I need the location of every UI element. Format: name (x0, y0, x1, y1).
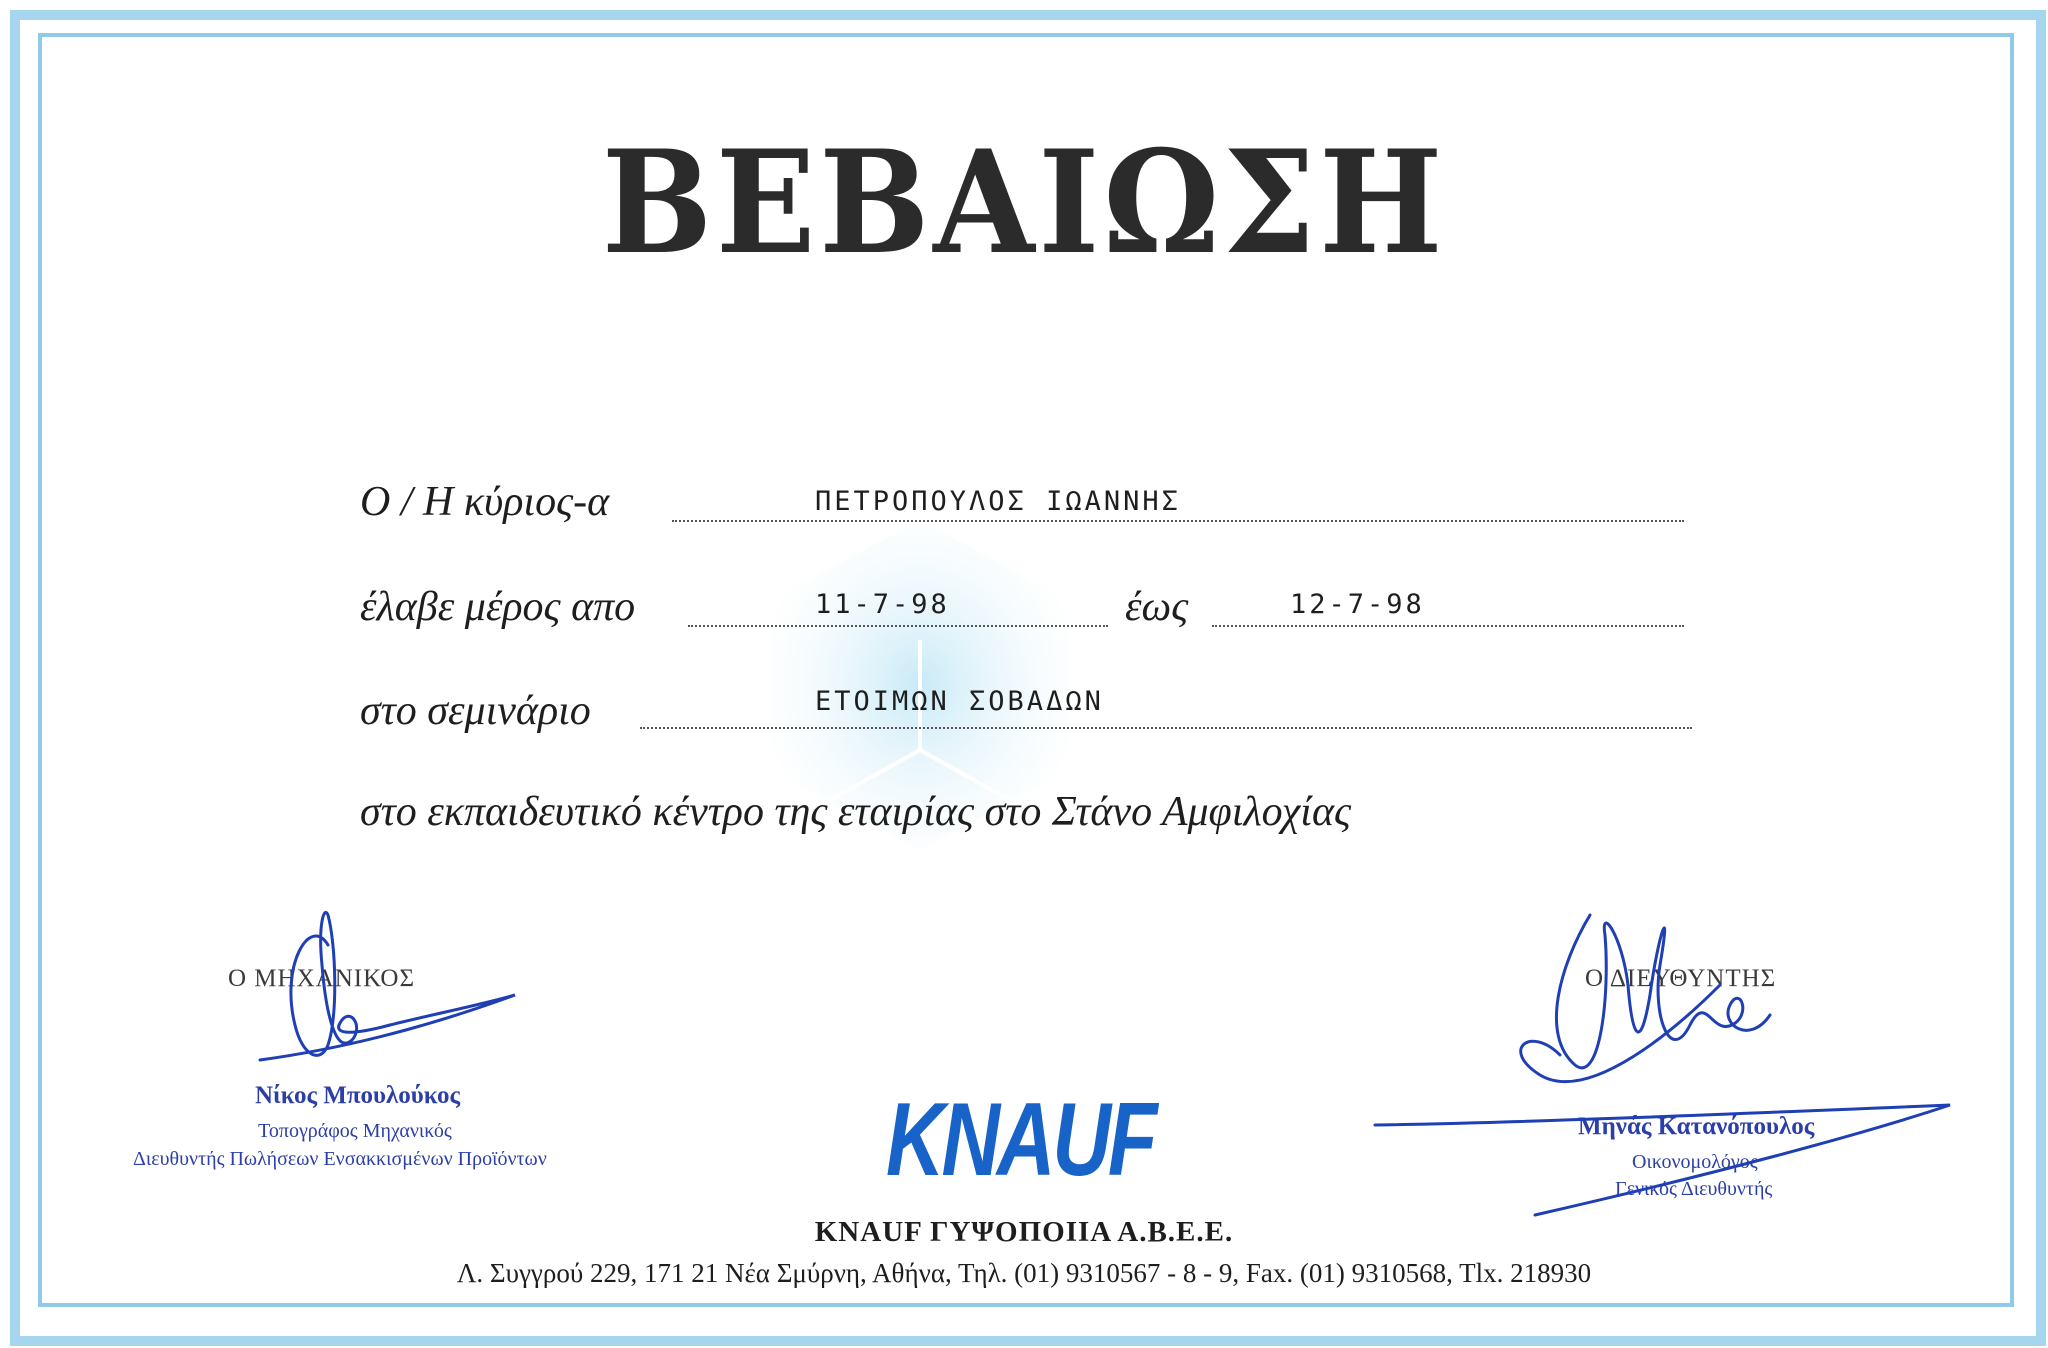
seminar-value: ΕΤΟΙΜΩΝ ΣΟΒΑΔΩΝ (815, 686, 1104, 717)
name-dotted-line (672, 520, 1684, 522)
left-stamp-title: Τοπογράφος Μηχανικός (258, 1120, 452, 1142)
to-label: έως (1125, 584, 1189, 630)
company-address: Λ. Συγγρού 229, 171 21 Νέα Σμύρνη, Αθήνα, Τηλ. (01) 9310567 - 8 - 9, Fax. (01) 9310568, Tlx. 218930 (456, 1258, 1592, 1288)
to-dotted-line (1212, 625, 1684, 627)
left-role: Ο ΜΗΧΑΝΙΚΟΣ (228, 965, 416, 992)
right-stamp-name: Μηνάς Κατανόπουλος (1578, 1113, 1815, 1140)
left-signature-icon (240, 905, 540, 1095)
company-name: KNAUF ΓΥΨΟΠΟΙΙΑ Α.Β.Ε.Ε. (814, 1216, 1234, 1248)
from-dotted-line (688, 625, 1108, 627)
right-signature-icon (1360, 875, 1960, 1230)
knauf-logo-icon (885, 1065, 1155, 1198)
left-stamp-position: Διευθυντής Πωλήσεων Ενσακκισμένων Προϊόντων (133, 1148, 547, 1170)
svg-text:KNAUF: KNAUF (885, 1081, 1155, 1198)
from-value: 11-7-98 (815, 589, 950, 620)
name-label: Ο / Η κύριος-α (360, 479, 610, 525)
right-stamp-position: Γενικός Διευθυντής (1615, 1178, 1773, 1200)
right-stamp-title: Οικονομολόγος (1632, 1151, 1758, 1173)
right-role: Ο ΔΙΕΥΘΥΝΤΗΣ (1585, 965, 1777, 992)
seminar-dotted-line (640, 727, 1692, 729)
location-text: στο εκπαιδευτικό κέντρο της εταιρίας στο Στάνο Αμφιλοχίας (360, 789, 1352, 835)
seminar-label: στο σεμινάριο (360, 688, 591, 734)
left-stamp-name: Νίκος Μπουλούκος (255, 1082, 460, 1109)
name-value: ΠΕΤΡΟΠΟΥΛΟΣ ΙΩΑΝΝΗΣ (815, 486, 1181, 517)
to-value: 12-7-98 (1290, 589, 1425, 620)
certificate-title: ΒΕΒΑΙΩΣΗ (601, 120, 1447, 286)
from-label: έλαβε μέρος απο (360, 584, 636, 630)
